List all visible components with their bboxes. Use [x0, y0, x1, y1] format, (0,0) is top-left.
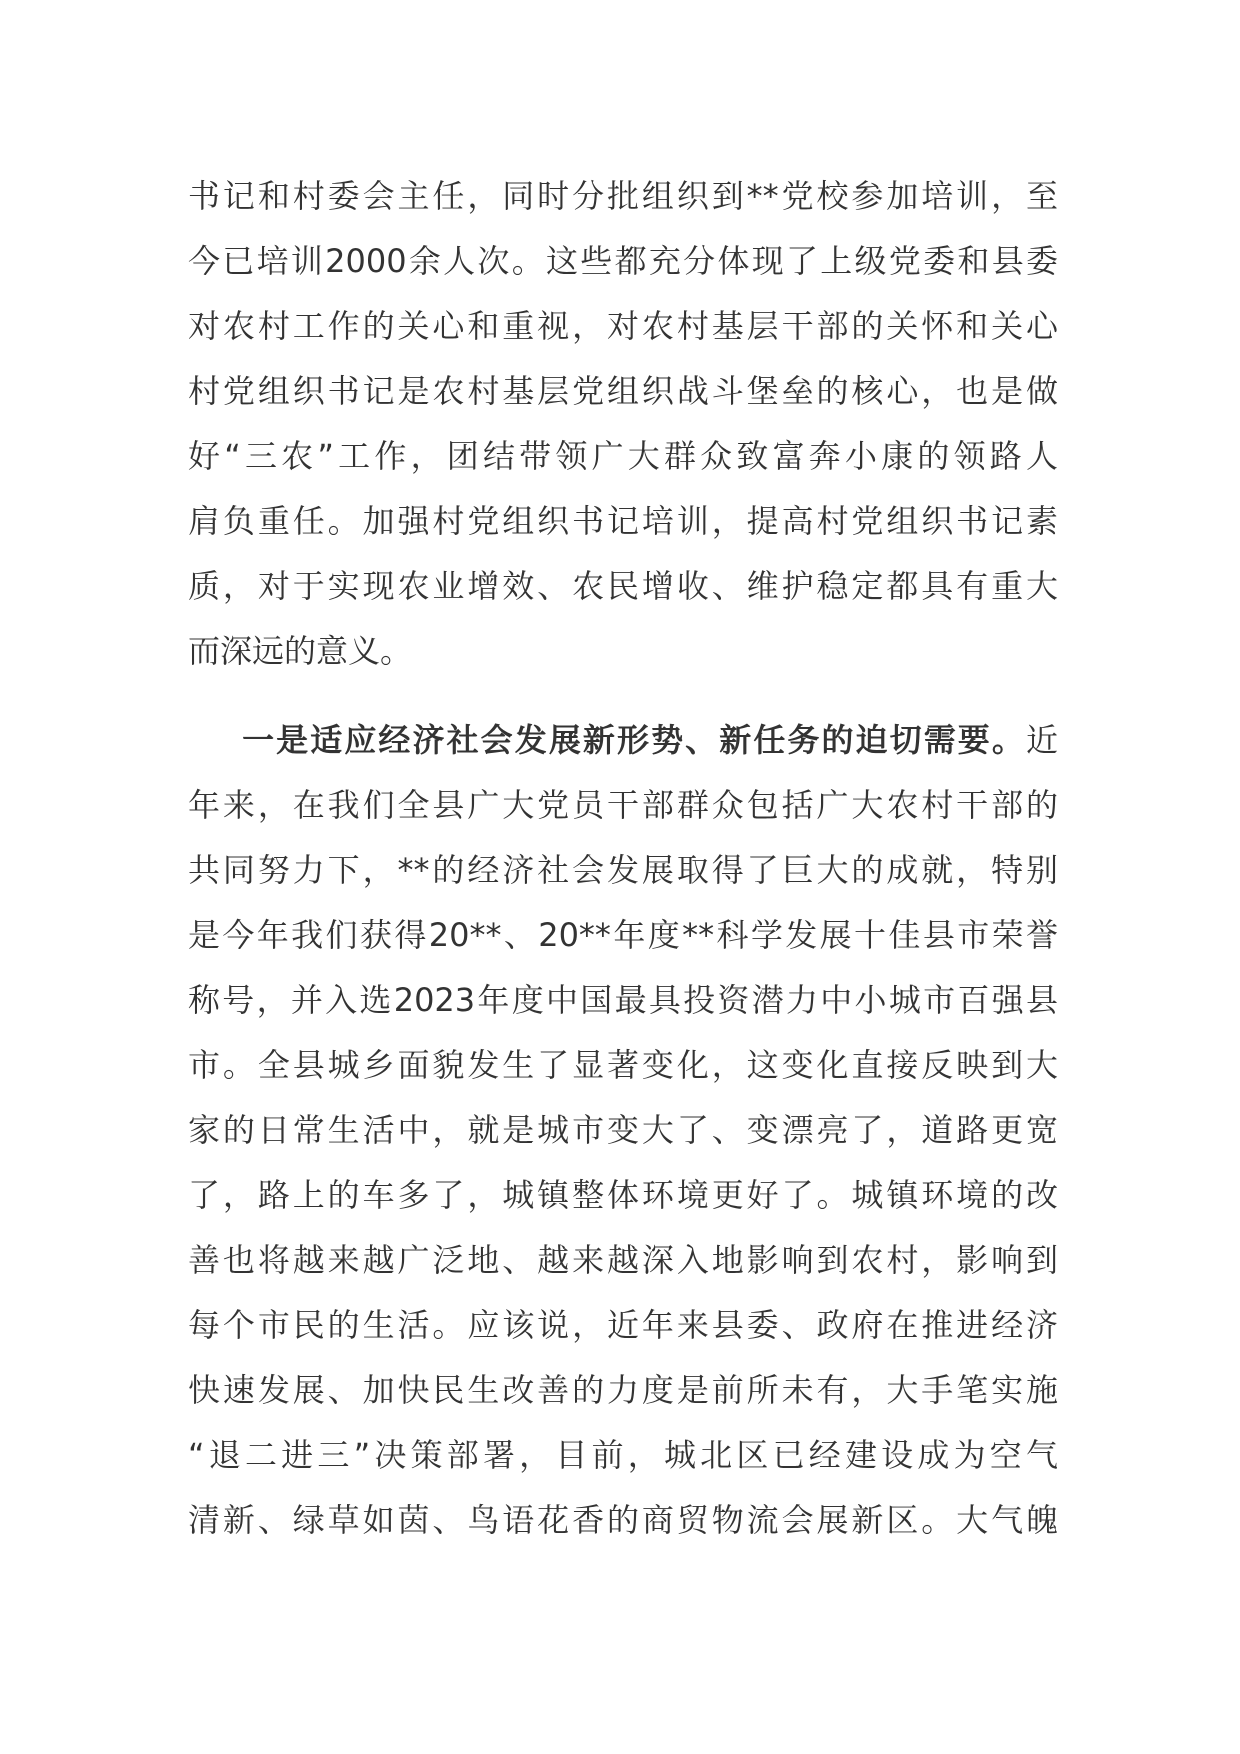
text-line: 好“三农”工作，团结带领广大群众致富奔小康的领路人: [188, 437, 1058, 475]
text-line: 书记和村委会主任，同时分批组织到**党校参加培训，至: [188, 177, 1058, 215]
section-heading: 一是适应经济社会发展新形势、新任务的迫切需要。: [240, 721, 1026, 759]
text-line: 村党组织书记是农村基层党组织战斗堡垒的核心，也是做: [188, 372, 1058, 410]
text-line: 肩负重任。加强村党组织书记培训，提高村党组织书记素: [188, 502, 1058, 540]
text-line: 质，对于实现农业增效、农民增收、维护稳定都具有重大: [188, 567, 1058, 605]
text-line: 家的日常生活中，就是城市变大了、变漂亮了，道路更宽: [188, 1111, 1058, 1149]
text-line: 市。全县城乡面貌发生了显著变化，这变化直接反映到大: [188, 1046, 1058, 1084]
text-line: 清新、绿草如茵、鸟语花香的商贸物流会展新区。大气魄: [188, 1501, 1058, 1539]
text-line: 共同努力下，**的经济社会发展取得了巨大的成就，特别: [188, 851, 1058, 889]
text-line: 今已培训2000余人次。这些都充分体现了上级党委和县委: [188, 242, 1058, 280]
text-line: 快速发展、加快民生改善的力度是前所未有，大手笔实施: [188, 1371, 1058, 1409]
text-line: 年来，在我们全县广大党员干部群众包括广大农村干部的: [188, 786, 1058, 824]
text-line: 而深远的意义。: [188, 632, 413, 670]
text-line: 了，路上的车多了，城镇整体环境更好了。城镇环境的改: [188, 1176, 1058, 1214]
text-line: 是今年我们获得20**、20**年度**科学发展十佳县市荣誉: [188, 916, 1058, 954]
heading-continuation: 近: [1025, 721, 1058, 759]
text-line: 每个市民的生活。应该说，近年来县委、政府在推进经济: [188, 1306, 1058, 1344]
text-line: 称号，并入选2023年度中国最具投资潜力中小城市百强县: [188, 981, 1058, 1019]
text-line: 善也将越来越广泛地、越来越深入地影响到农村，影响到: [188, 1241, 1058, 1279]
text-line: 对农村工作的关心和重视，对农村基层干部的关怀和关心: [188, 307, 1058, 345]
paragraph-first-line: [188, 708, 1058, 773]
paragraph-2: [188, 708, 1058, 1553]
paragraph-1: [188, 164, 1058, 684]
text-line: “退二进三”决策部署，目前，城北区已经建设成为空气: [188, 1436, 1058, 1474]
